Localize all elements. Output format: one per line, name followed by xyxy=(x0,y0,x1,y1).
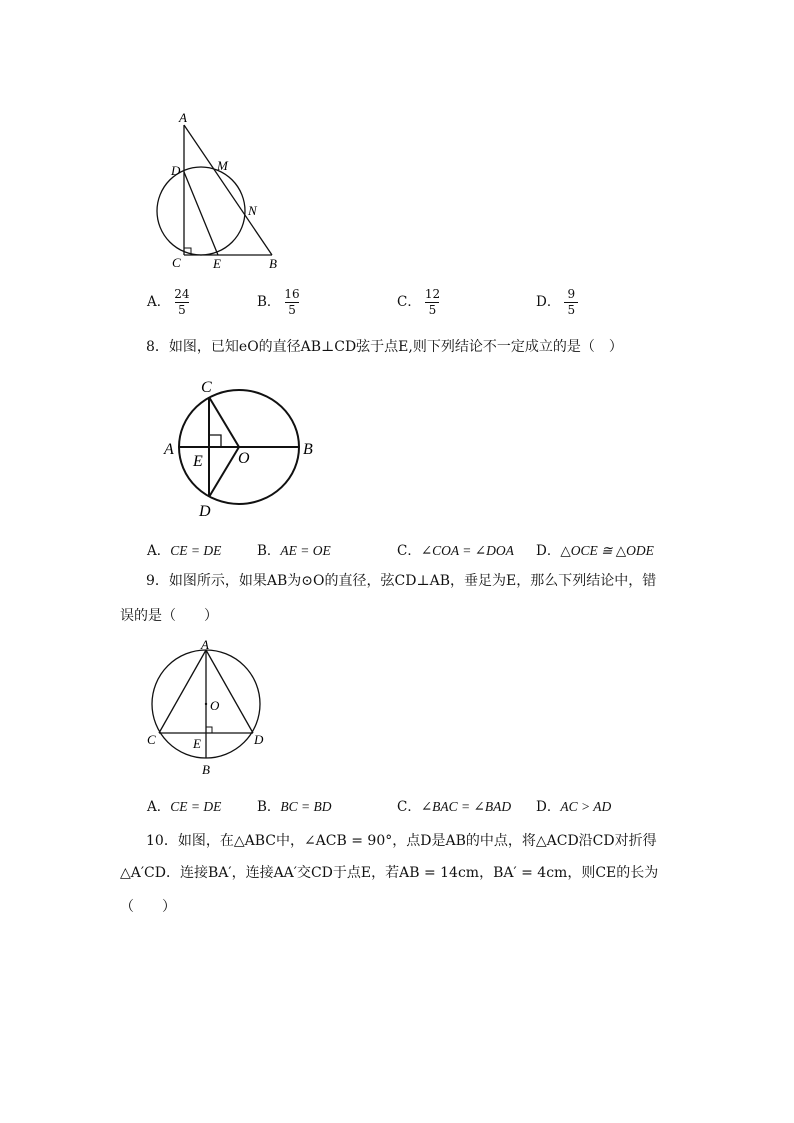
q8-option-c[interactable]: C．∠COA = ∠DOA xyxy=(397,543,514,559)
fraction: $\frac{12}{5}$ xyxy=(424,287,441,317)
label-c: C xyxy=(172,255,181,270)
q8-option-b[interactable]: B．AE = OE xyxy=(257,543,331,559)
label-e: E xyxy=(213,256,221,271)
q9-option-b[interactable]: B．BC = BD xyxy=(257,799,332,815)
segment-ab xyxy=(184,125,272,255)
label-o: O xyxy=(210,698,220,713)
label-o: O xyxy=(238,450,250,467)
q8-option-a[interactable]: A．CE = DE xyxy=(147,543,222,559)
fraction: $\frac{24}{5}$ xyxy=(174,287,190,317)
q9-option-c[interactable]: C．∠BAC = ∠BAD xyxy=(397,799,512,815)
q8-option-d[interactable]: D．△OCE ≅ △ODE xyxy=(536,543,654,559)
q10-text-line1: 10．如图，在△ABC中，∠ACB = 90°，点D是AB的中点，将△ACD沿CD对折得 xyxy=(146,833,657,849)
label-c: C xyxy=(201,379,212,396)
q7-option-b[interactable]: B． $\frac{16}{5}$ xyxy=(257,287,300,317)
q7-option-d[interactable]: D． $\frac{9}{5}$ xyxy=(536,288,578,317)
label-b: B xyxy=(202,762,210,777)
label-d: D xyxy=(254,732,264,747)
label-a: A xyxy=(201,638,209,652)
fraction: $\frac{16}{5}$ xyxy=(284,287,300,317)
q10-text-line3: （ ） xyxy=(120,899,176,915)
segment-co xyxy=(209,397,239,447)
q7-option-c[interactable]: C． $\frac{12}{5}$ xyxy=(397,287,441,317)
figure-q9 xyxy=(140,638,275,783)
label-d: D xyxy=(171,163,181,178)
segment-ad xyxy=(206,650,253,733)
q7-option-a[interactable]: A． $\frac{24}{5}$ xyxy=(147,287,190,317)
q9-option-a[interactable]: A．CE = DE xyxy=(147,799,222,815)
label-c: C xyxy=(147,732,156,747)
circle xyxy=(157,167,245,255)
right-angle-mark xyxy=(209,435,221,447)
label-b: B xyxy=(303,441,313,458)
q8-text: 8．如图，已知eO的直径AB⊥CD弦于点E,则下列结论不一定成立的是（ ） xyxy=(146,339,623,355)
figure-q7 xyxy=(145,105,295,275)
label-m: M xyxy=(217,158,228,173)
label-d: D xyxy=(199,503,211,520)
q10-text-line2: △A′CD．连接BA′，连接AA′交CD于点E，若AB = 14cm，BA′ = 4cm，则CE的长为 xyxy=(120,865,659,881)
q9-option-d[interactable]: D．AC > AD xyxy=(536,799,612,815)
fraction: $\frac{9}{5}$ xyxy=(564,288,578,317)
label-e: E xyxy=(193,736,201,751)
segment-ac xyxy=(159,650,206,733)
label-b: B xyxy=(269,256,277,271)
center-point xyxy=(205,703,207,705)
segment-do xyxy=(209,447,239,497)
label-a: A xyxy=(179,110,187,125)
label-e: E xyxy=(193,453,203,470)
figure-q8 xyxy=(160,375,325,520)
q9-text-line2: 误的是（ ） xyxy=(120,608,218,624)
q9-text-line1: 9．如图所示，如果AB为⊙O的直径，弦CD⊥AB，垂足为E，那么下列结论中，错 xyxy=(146,573,657,589)
label-a: A xyxy=(164,441,174,458)
right-angle-mark xyxy=(206,727,212,733)
label-n: N xyxy=(248,203,257,218)
segment-de xyxy=(184,172,218,255)
